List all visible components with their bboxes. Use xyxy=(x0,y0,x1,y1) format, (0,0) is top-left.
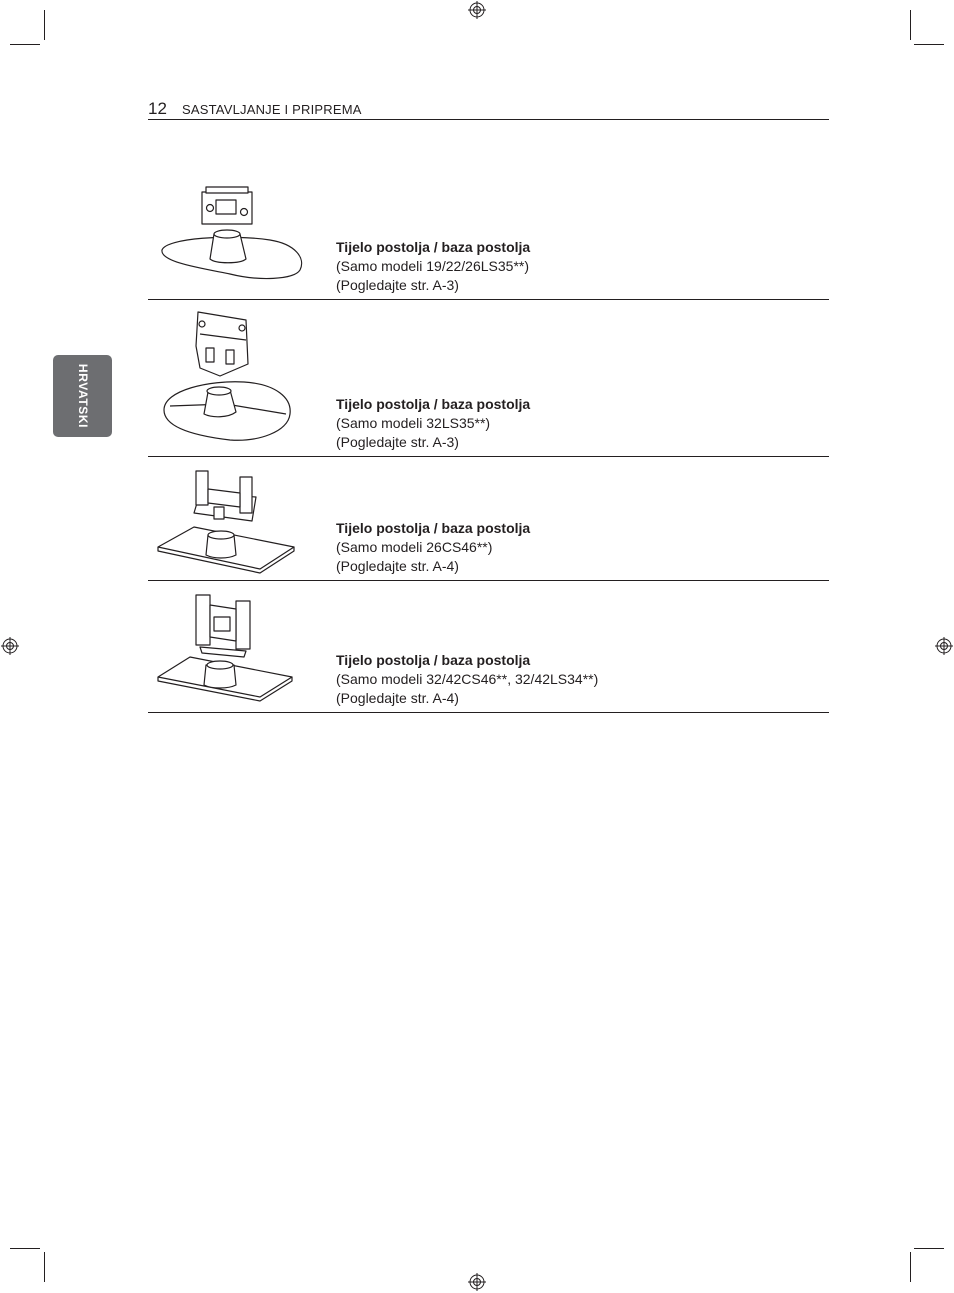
crop-mark xyxy=(44,1252,45,1282)
registration-mark-icon xyxy=(935,637,953,655)
language-tab-label: HRVATSKI xyxy=(75,363,90,429)
crop-mark xyxy=(10,1248,40,1249)
crop-mark xyxy=(910,1252,911,1282)
component-models: (Samo modeli 32LS35**) xyxy=(336,415,491,431)
crop-mark xyxy=(910,10,911,40)
component-reference: (Pogledajte str. A-3) xyxy=(336,434,459,450)
component-row xyxy=(148,180,829,300)
component-row xyxy=(148,457,829,581)
component-description xyxy=(336,519,530,576)
stand-oval-base-icon xyxy=(160,184,306,284)
component-reference: (Pogledajte str. A-3) xyxy=(336,277,459,293)
crop-mark xyxy=(10,44,40,45)
component-reference: (Pogledajte str. A-4) xyxy=(336,558,459,574)
component-reference: (Pogledajte str. A-4) xyxy=(336,690,459,706)
component-models: (Samo modeli 19/22/26LS35**) xyxy=(336,258,530,274)
component-description xyxy=(336,238,530,295)
component-description xyxy=(336,651,598,708)
component-description xyxy=(336,395,530,452)
crop-mark xyxy=(914,1248,944,1249)
stand-rectangular-base-icon xyxy=(154,591,294,705)
component-row xyxy=(148,300,829,457)
component-row xyxy=(148,581,829,713)
component-title: Tijelo postolja / baza postolja xyxy=(336,239,531,255)
row-divider xyxy=(148,712,829,713)
crop-mark xyxy=(914,44,944,45)
registration-mark-icon xyxy=(468,1,486,19)
component-title: Tijelo postolja / baza postolja xyxy=(336,652,531,668)
component-title: Tijelo postolja / baza postolja xyxy=(336,396,531,412)
header-rule xyxy=(148,119,829,120)
language-tab xyxy=(53,355,112,437)
component-models: (Samo modeli 32/42CS46**, 32/42LS34**) xyxy=(336,671,599,687)
component-models: (Samo modeli 26CS46**) xyxy=(336,539,493,555)
section-title: SASTAVLJANJE I PRIPREMA xyxy=(182,102,362,117)
crop-mark xyxy=(44,10,45,40)
registration-mark-icon xyxy=(468,1273,486,1291)
registration-mark-icon xyxy=(1,637,19,655)
stand-rectangular-base-icon xyxy=(154,463,296,575)
stand-round-base-icon xyxy=(160,306,294,446)
component-title: Tijelo postolja / baza postolja xyxy=(336,520,531,536)
page-number: 12 xyxy=(148,99,167,118)
